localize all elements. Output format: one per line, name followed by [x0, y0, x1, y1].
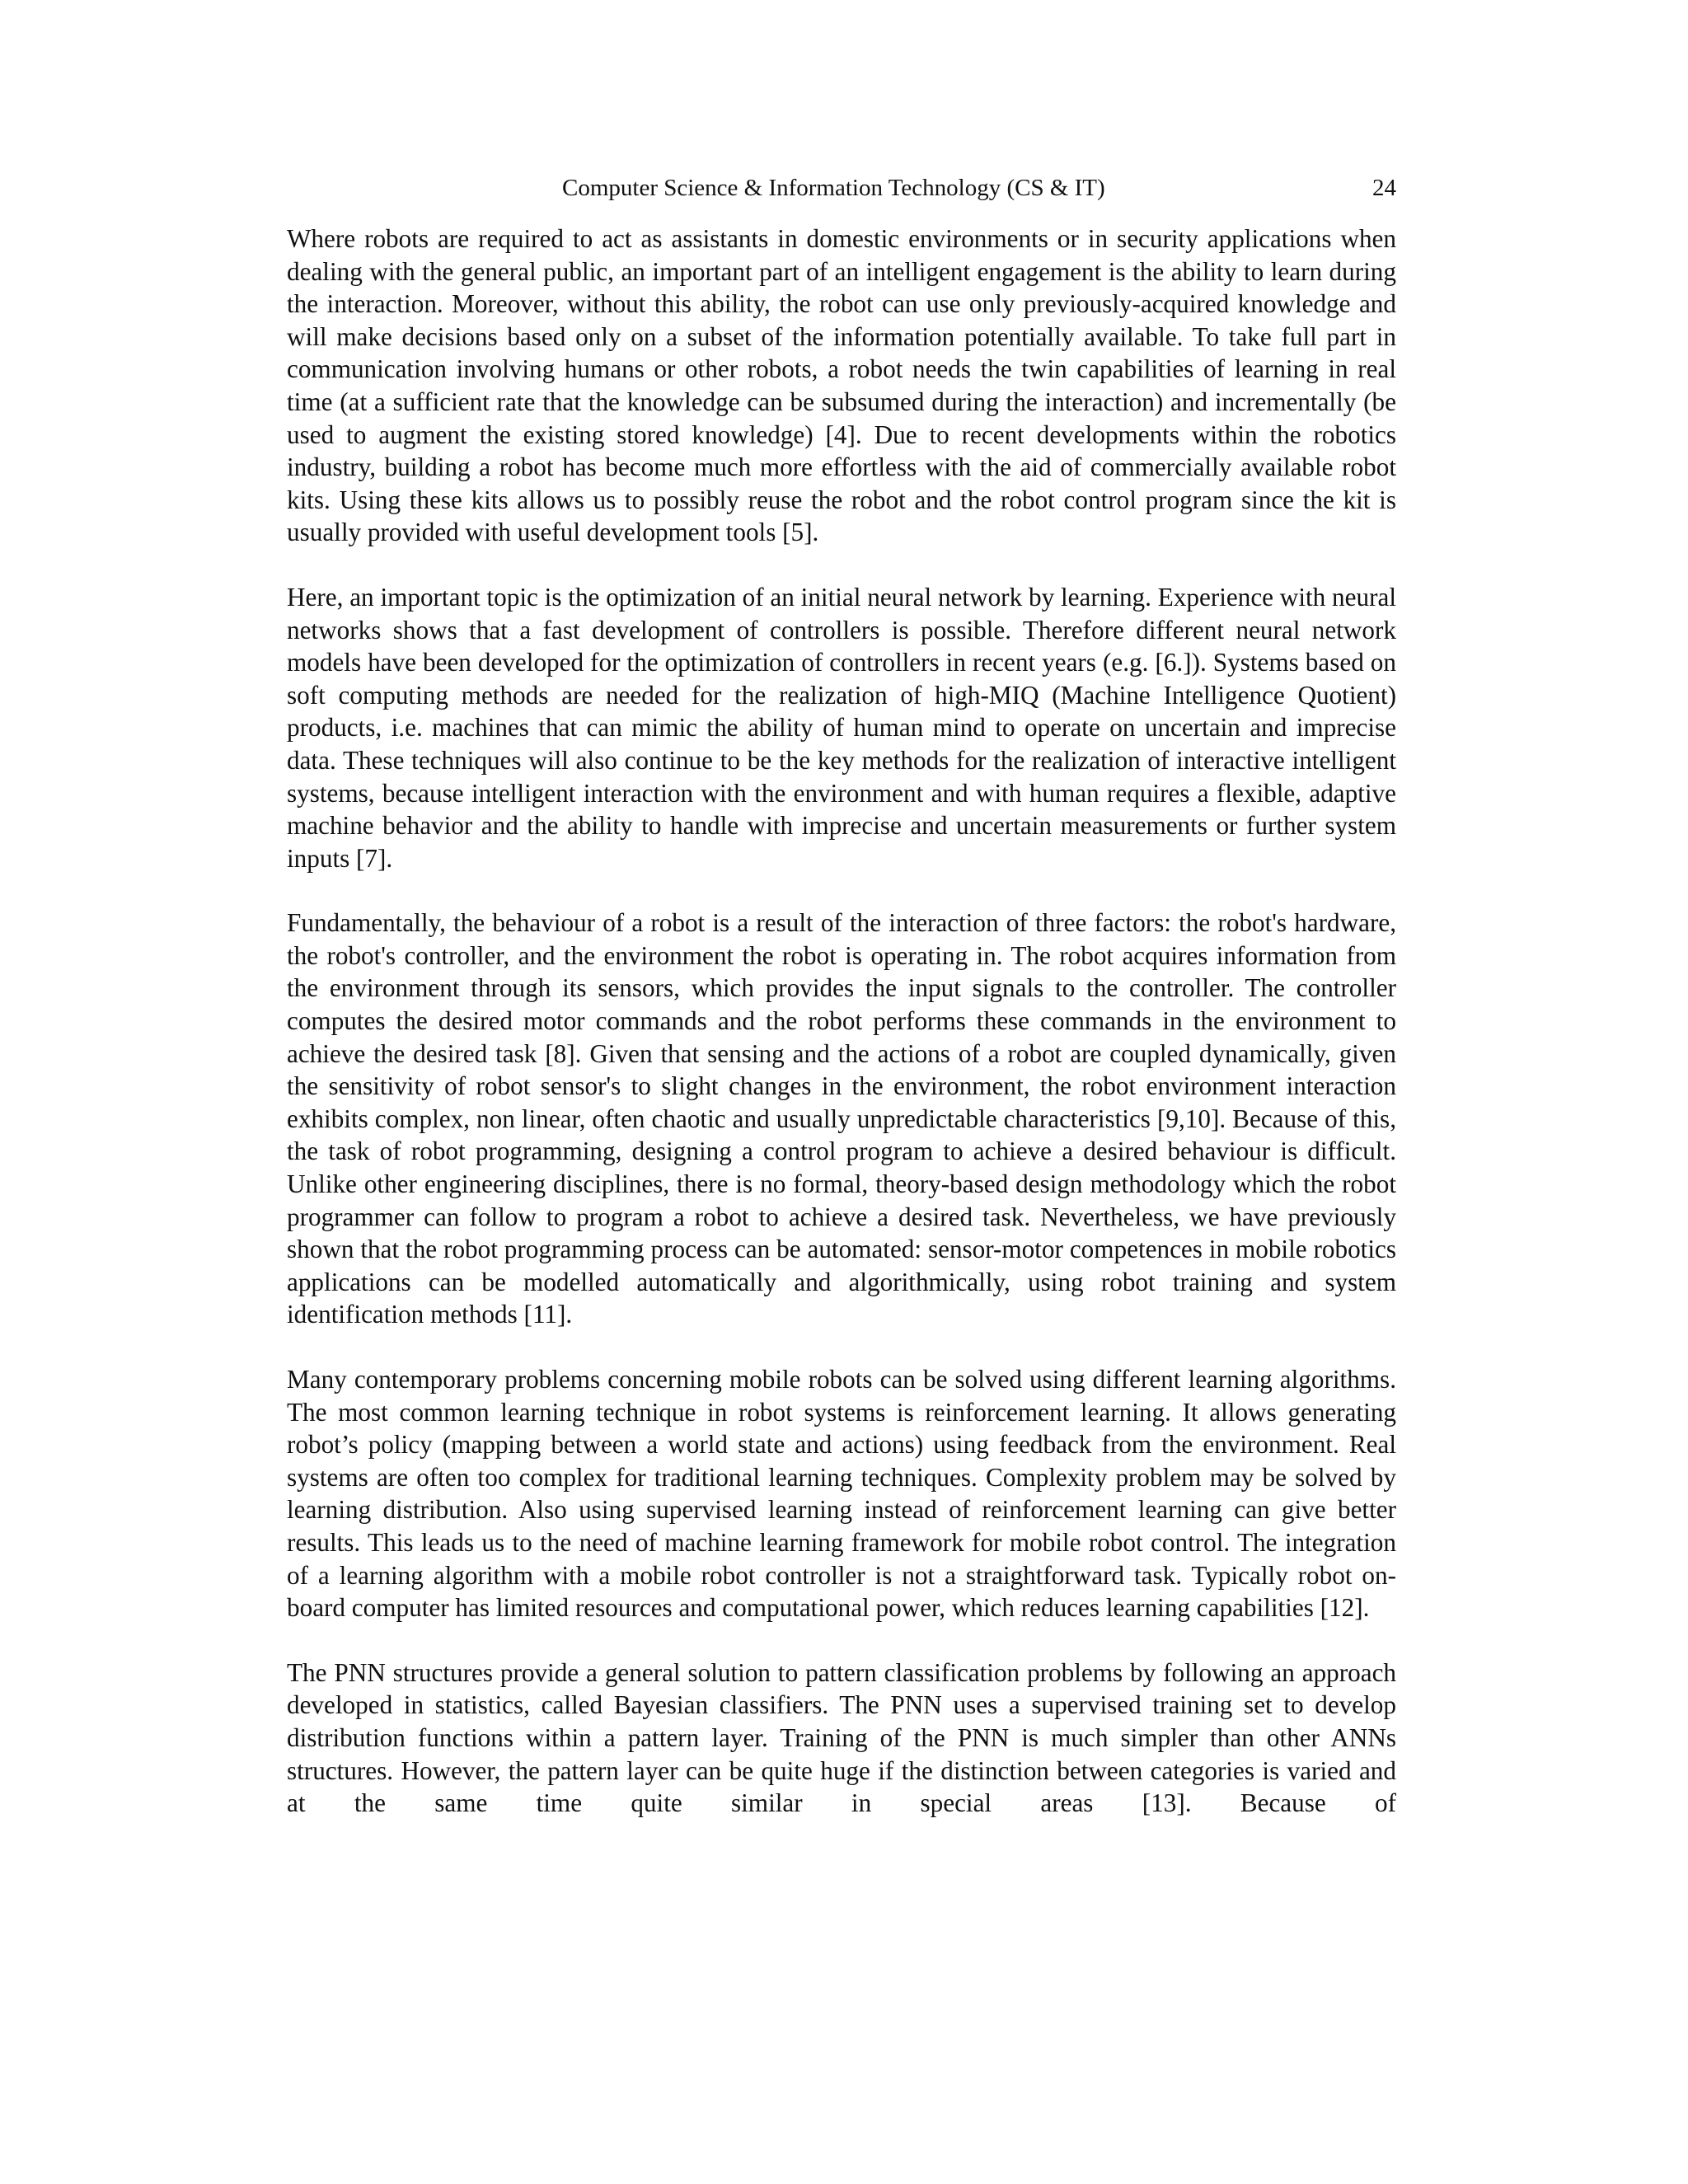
- journal-title: Computer Science & Information Technology (CS & IT): [562, 175, 1105, 201]
- running-header: [287, 168, 1396, 208]
- document-page: [287, 168, 1396, 1852]
- page-number: 24: [1372, 175, 1396, 201]
- paragraph-5: The PNN structures provide a general solution to pattern classification problems by following an approach developed in statistics, called Bayesian classifiers. The PNN uses a supervised training set to develop distribution functions within a pattern layer. Training of the PNN is much simpler than other ANNs structures. However, the pattern layer can be quite huge if the distinction between categories is varied and at the same time quite similar in special areas [13]. Because of: [287, 1657, 1396, 1818]
- paragraph-3: Fundamentally, the behaviour of a robot is a result of the interaction of three factors: the robot's hardware, the robot's controller, and the environment the robot is operating in. The robot acquires information from the environment through its sensors, which provides the input signals to the controller. The controller computes the desired motor commands and the robot performs these commands in the environment to achieve the desired task [8]. Given that sensing and the actions of a robot are coupled dynamically, given the sensitivity of robot sensor's to slight changes in the environment, the robot environment interaction exhibits complex, non linear, often chaotic and usually unpredictable characteristics [9,10]. Because of this, the task of robot programming, designing a control program to achieve a desired behaviour is difficult. Unlike other engineering disciplines, there is no formal, theory-based design methodology which the robot programmer can follow to program a robot to achieve a desired task. Nevertheless, we have previously shown that the robot programming process can be automated: sensor-motor competences in mobile robotics applications can be modelled automatically and algorithmically, using robot training and system identification methods [11].: [287, 908, 1396, 1329]
- paragraph-1: Where robots are required to act as assistants in domestic environments or in security applications when dealing with the general public, an important part of an intelligent engagement is the ability to learn during the interaction. Moreover, without this ability, the robot can use only previously-acquired knowledge and will make decisions based only on a subset of the information potentially available. To take full part in communication involving humans or other robots, a robot needs the twin capabilities of learning in real time (at a sufficient rate that the knowledge can be subsumed during the interaction) and incrementally (be used to augment the existing stored knowledge) [4]. Due to recent developments within the robotics industry, building a robot has become much more effortless with the aid of commercially available robot kits. Using these kits allows us to possibly reuse the robot and the robot control program since the kit is usually provided with useful development tools [5].: [287, 224, 1396, 547]
- paragraph-4: Many contemporary problems concerning mobile robots can be solved using different learning algorithms. The most common learning technique in robot systems is reinforcement learning. It allows generating robot’s policy (mapping between a world state and actions) using feedback from the environment. Real systems are often too complex for traditional learning techniques. Complexity problem may be solved by learning distribution. Also using supervised learning instead of reinforcement learning can give better results. This leads us to the need of machine learning framework for mobile robot control. The integration of a learning algorithm with a mobile robot controller is not a straightforward task. Typically robot on-board computer has limited resources and computational power, which reduces learning capabilities [12].: [287, 1365, 1396, 1623]
- body-text: [287, 223, 1396, 1820]
- paragraph-2: Here, an important topic is the optimization of an initial neural network by learning. Experience with neural networks shows that a fast development of controllers is possible. Therefore different neural network models have been developed for the optimization of controllers in recent years (e.g. [6.]). Systems based on soft computing methods are needed for the realization of high-MIQ (Machine Intelligence Quotient) products, i.e. machines that can mimic the ability of human mind to operate on uncertain and imprecise data. These techniques will also continue to be the key methods for the realization of interactive intelligent systems, because intelligent interaction with the environment and with human requires a flexible, adaptive machine behavior and the ability to handle with imprecise and uncertain measurements or further system inputs [7].: [287, 582, 1396, 873]
